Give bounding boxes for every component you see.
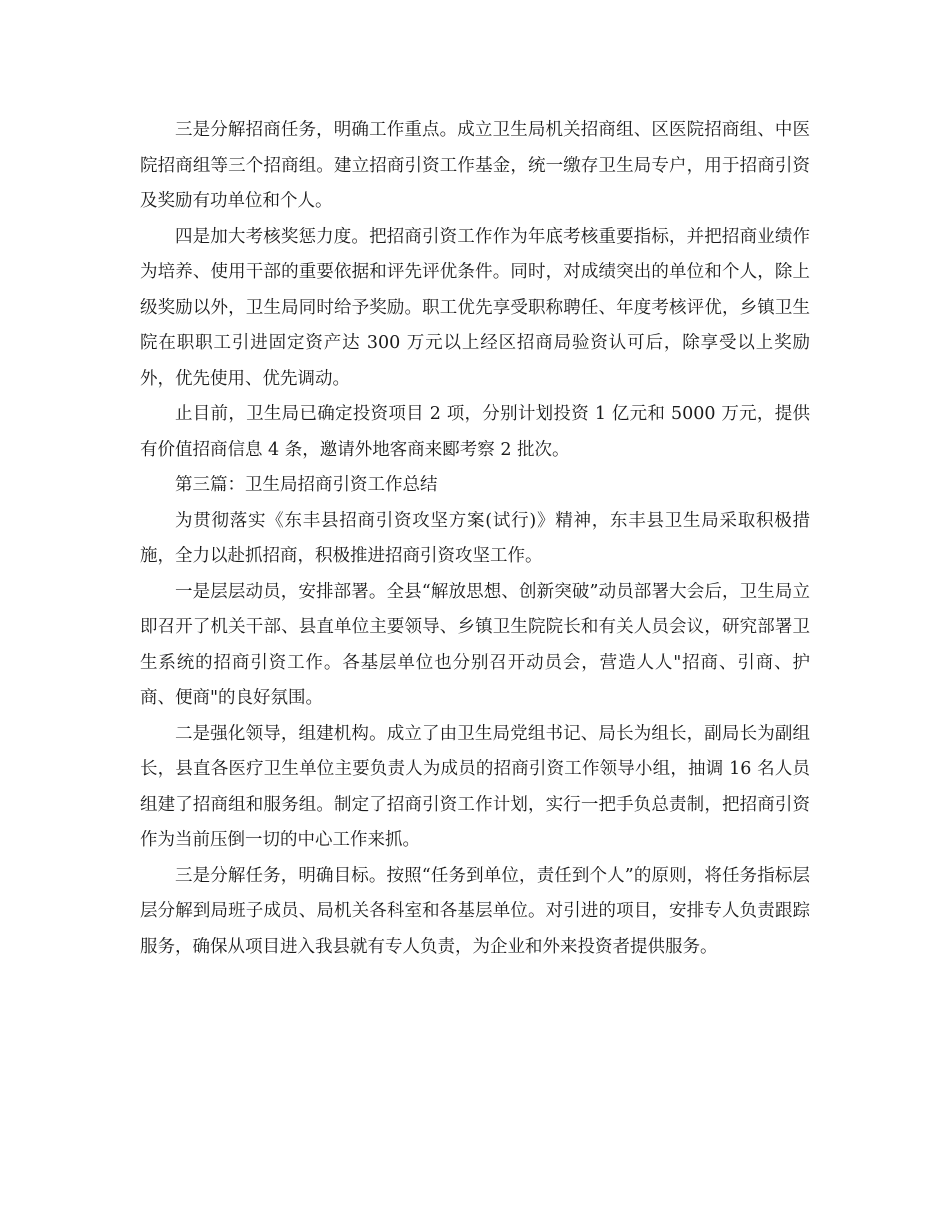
- paragraph-leadership: 二是强化领导，组建机构。成立了由卫生局党组书记、局长为组长，副局长为副组长，县直各医疗卫生单位主要负责人为成员的招商引资工作领导小组，抽调 16 名人员组建了招商组和服务组。制定了招商引资工作计划，实行一把手负总责制，把招商引资作为当前压倒一切的中心工作来抓。: [140, 723, 810, 850]
- paragraph-assessment: 四是加大考核奖惩力度。把招商引资工作作为年底考核重要指标，并把招商业绩作为培养、使用干部的重要依据和评先评优条件。同时，对成绩突出的单位和个人，除上级奖励以外，卫生局同时给予奖励。职工优先享受职称聘任、年度考核评优，乡镇卫生院在职职工引进固定资产达 300 万元以上经区招商局验资认可后，除享受以上奖励外，优先使用、优先调动。: [140, 226, 810, 389]
- paragraph-mobilization: 一是层层动员，安排部署。全县“解放思想、创新突破”动员部署大会后，卫生局立即召开了机关干部、县直单位主要领导、乡镇卫生院院长和有关人员会议，研究部署卫生系统的招商引资工作。各基层单位也分别召开动员会，营造人人"招商、引商、护商、便商"的良好氛围。: [140, 581, 810, 708]
- paragraph-progress: 止目前，卫生局已确定投资项目 2 项，分别计划投资 1 亿元和 5000 万元，提供有价值招商信息 4 条，邀请外地客商来郾考察 2 批次。: [140, 404, 810, 460]
- paragraph-targets: 三是分解任务，明确目标。按照“任务到单位，责任到个人”的原则，将任务指标层层分解到局班子成员、局机关各科室和各基层单位。对引进的项目，安排专人负责跟踪服务，确保从项目进入我县就有专人负责，为企业和外来投资者提供服务。: [140, 865, 810, 957]
- paragraph-task-breakdown: 三是分解招商任务，明确工作重点。成立卫生局机关招商组、区医院招商组、中医院招商组等三个招商组。建立招商引资工作基金，统一缴存卫生局专户，用于招商引资及奖励有功单位和个人。: [140, 120, 810, 211]
- paragraph-intro: 为贯彻落实《东丰县招商引资攻坚方案(试行)》精神，东丰县卫生局采取积极措施，全力以赴抓招商，积极推进招商引资攻坚工作。: [140, 510, 810, 566]
- document-body: [140, 113, 810, 965]
- section-title: 第三篇：卫生局招商引资工作总结: [175, 475, 438, 495]
